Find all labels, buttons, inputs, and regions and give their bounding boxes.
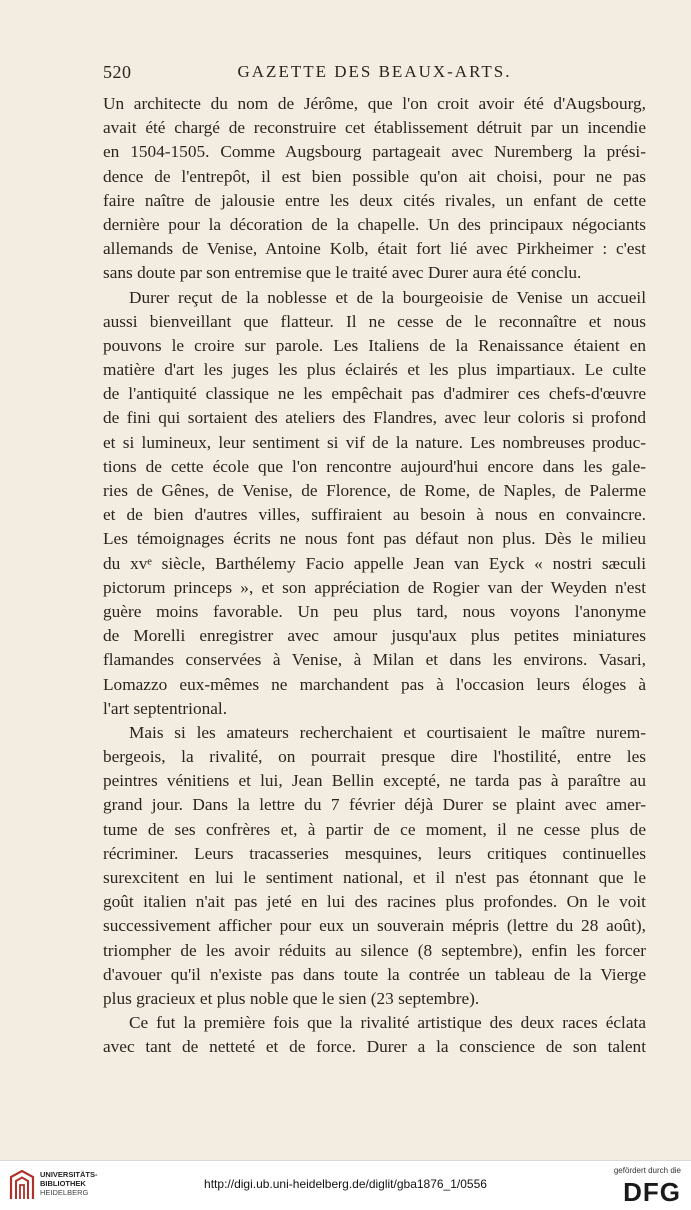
text-line: flamandes conservées à Venise, à Milan et dans les environs. Vasari, [103, 650, 646, 670]
text-line: peintres vénitiens et lui, Jean Bellin excepté, ne tarda pas à paraître au [103, 771, 646, 791]
text-line: aussi bienveillant que flatteur. Il ne cesse de le reconnaître et nous [103, 311, 646, 331]
text-line: dernière pour la décoration de la chapelle. Un des principaux négociants [103, 214, 646, 234]
library-name-line-1: UNIVERSITÄTS- [40, 1170, 98, 1179]
text-line: et si lumineux, leur sentiment si vif de la nature. Les nombreuses produc- [103, 432, 646, 452]
body-text [103, 92, 646, 1060]
text-line: en 1504-1505. Comme Augsbourg partageait avec Nuremberg la prési- [103, 142, 646, 162]
dfg-logo: DFG [623, 1177, 681, 1207]
funding-note: gefördert durch die [613, 1166, 681, 1175]
text-line: avec tant de netteté et de force. Durer a la conscience de son talent [103, 1037, 646, 1057]
text-line: l'art septentrional. [103, 698, 228, 718]
text-line: Les témoignages écrits ne nous font pas défaut non plus. Dès le milieu [103, 529, 646, 549]
text-line: Durer reçut de la noblesse et de la bourgeoisie de Venise un accueil [129, 287, 646, 307]
text-line: d'avouer qu'il n'existe pas dans toute la contrée un tableau de la Vierge [103, 964, 646, 984]
page-header [103, 62, 646, 88]
text-line: tume de ses confrères et, à partir de ce moment, il ne cesse plus de [103, 819, 646, 839]
text-line: grand jour. Dans la lettre du 7 février déjà Durer se plaint avec amer- [103, 795, 646, 815]
text-line: matière d'art les juges les plus éclairés et les plus impartiaux. Le culte [103, 360, 646, 380]
text-line: dence de l'entrepôt, il est bien possible qu'on ait choisi, pour ne pas [103, 166, 646, 186]
library-name-line-2: BIBLIOTHEK [40, 1179, 86, 1188]
text-line: tions de cette école que l'on rencontre aujourd'hui encore dans les gale- [103, 456, 646, 476]
text-line: du xvᵉ siècle, Barthélemy Facio appelle Jean van Eyck « nostri sæculi [103, 553, 646, 573]
text-line: Lomazzo eux-mêmes ne marchandent pas à l'occasion leurs éloges à [103, 674, 646, 694]
text-line: avait été chargé de reconstruire cet établissement détruit par un incendie [103, 118, 646, 138]
text-line: Mais si les amateurs recherchaient et courtisaient le maître nurem- [129, 722, 646, 742]
text-line: de l'antiquité classique ne les empêchait pas d'admirer ces chefs-d'œuvre [103, 384, 646, 404]
text-line: Ce fut la première fois que la rivalité artistique des deux races éclata [129, 1013, 646, 1033]
text-line: de fini qui sortaient des ateliers des Flandres, avec leur coloris si profond [103, 408, 646, 428]
text-line: guère moins favorable. Un peu plus tard, nous voyons l'anonyme [103, 601, 646, 621]
text-line: plus gracieux et plus noble que le sien (23 septembre). [103, 988, 480, 1008]
page-number: 520 [103, 62, 132, 82]
text-line: récriminer. Leurs tracasseries mesquines, leurs critiques continuelles [103, 843, 646, 863]
text-line: ries de Gênes, de Venise, de Florence, de Rome, de Naples, de Palerme [103, 481, 646, 500]
viewer-footer [0, 1160, 691, 1210]
text-line: triompher de les avoir réduits au silence (8 septembre), enfin les forcer [103, 940, 646, 960]
text-line: allemands de Venise, Antoine Kolb, était fort lié avec Pirkheimer : c'est [103, 239, 646, 259]
text-line: bergeois, la rivalité, on pourrait presque dire l'hostilité, entre les [103, 747, 646, 767]
text-line: successivement afficher pour eux un souverain mépris (lettre du 28 août), [103, 916, 646, 936]
text-line: de Morelli enregistrer avec amour jusqu'aux plus petites miniatures [103, 626, 646, 646]
text-line: pictorum princeps », et son appréciation de Rogier van der Weyden n'est [103, 577, 646, 597]
text-line: faire naître de jalousie entre les deux cités rivales, un enfant de cette [103, 190, 646, 210]
running-title: GAZETTE DES BEAUX-ARTS. [237, 62, 512, 81]
text-line: pouvons le croire sur parole. Les Italiens de la Renaissance étaient en [103, 335, 646, 355]
text-line: Un architecte du nom de Jérôme, que l'on croit avoir été d'Augsbourg, [103, 94, 646, 113]
text-line: et de bien d'autres villes, suffiraient au besoin à nous en convaincre. [103, 505, 646, 525]
document-url-link[interactable]: http://digi.ub.uni-heidelberg.de/diglit/gba1876_1/0556 [204, 1177, 487, 1191]
text-line: surexcitent en lui le sentiment national, et il n'est pas étonnant que le [103, 868, 646, 887]
library-city: HEIDELBERG [40, 1188, 89, 1197]
text-line: goût italien n'ait pas jeté en lui des racines plus profondes. On le voit [103, 892, 646, 912]
text-line: sans doute par son entremise que le traité avec Durer aura été conclu. [103, 263, 582, 283]
